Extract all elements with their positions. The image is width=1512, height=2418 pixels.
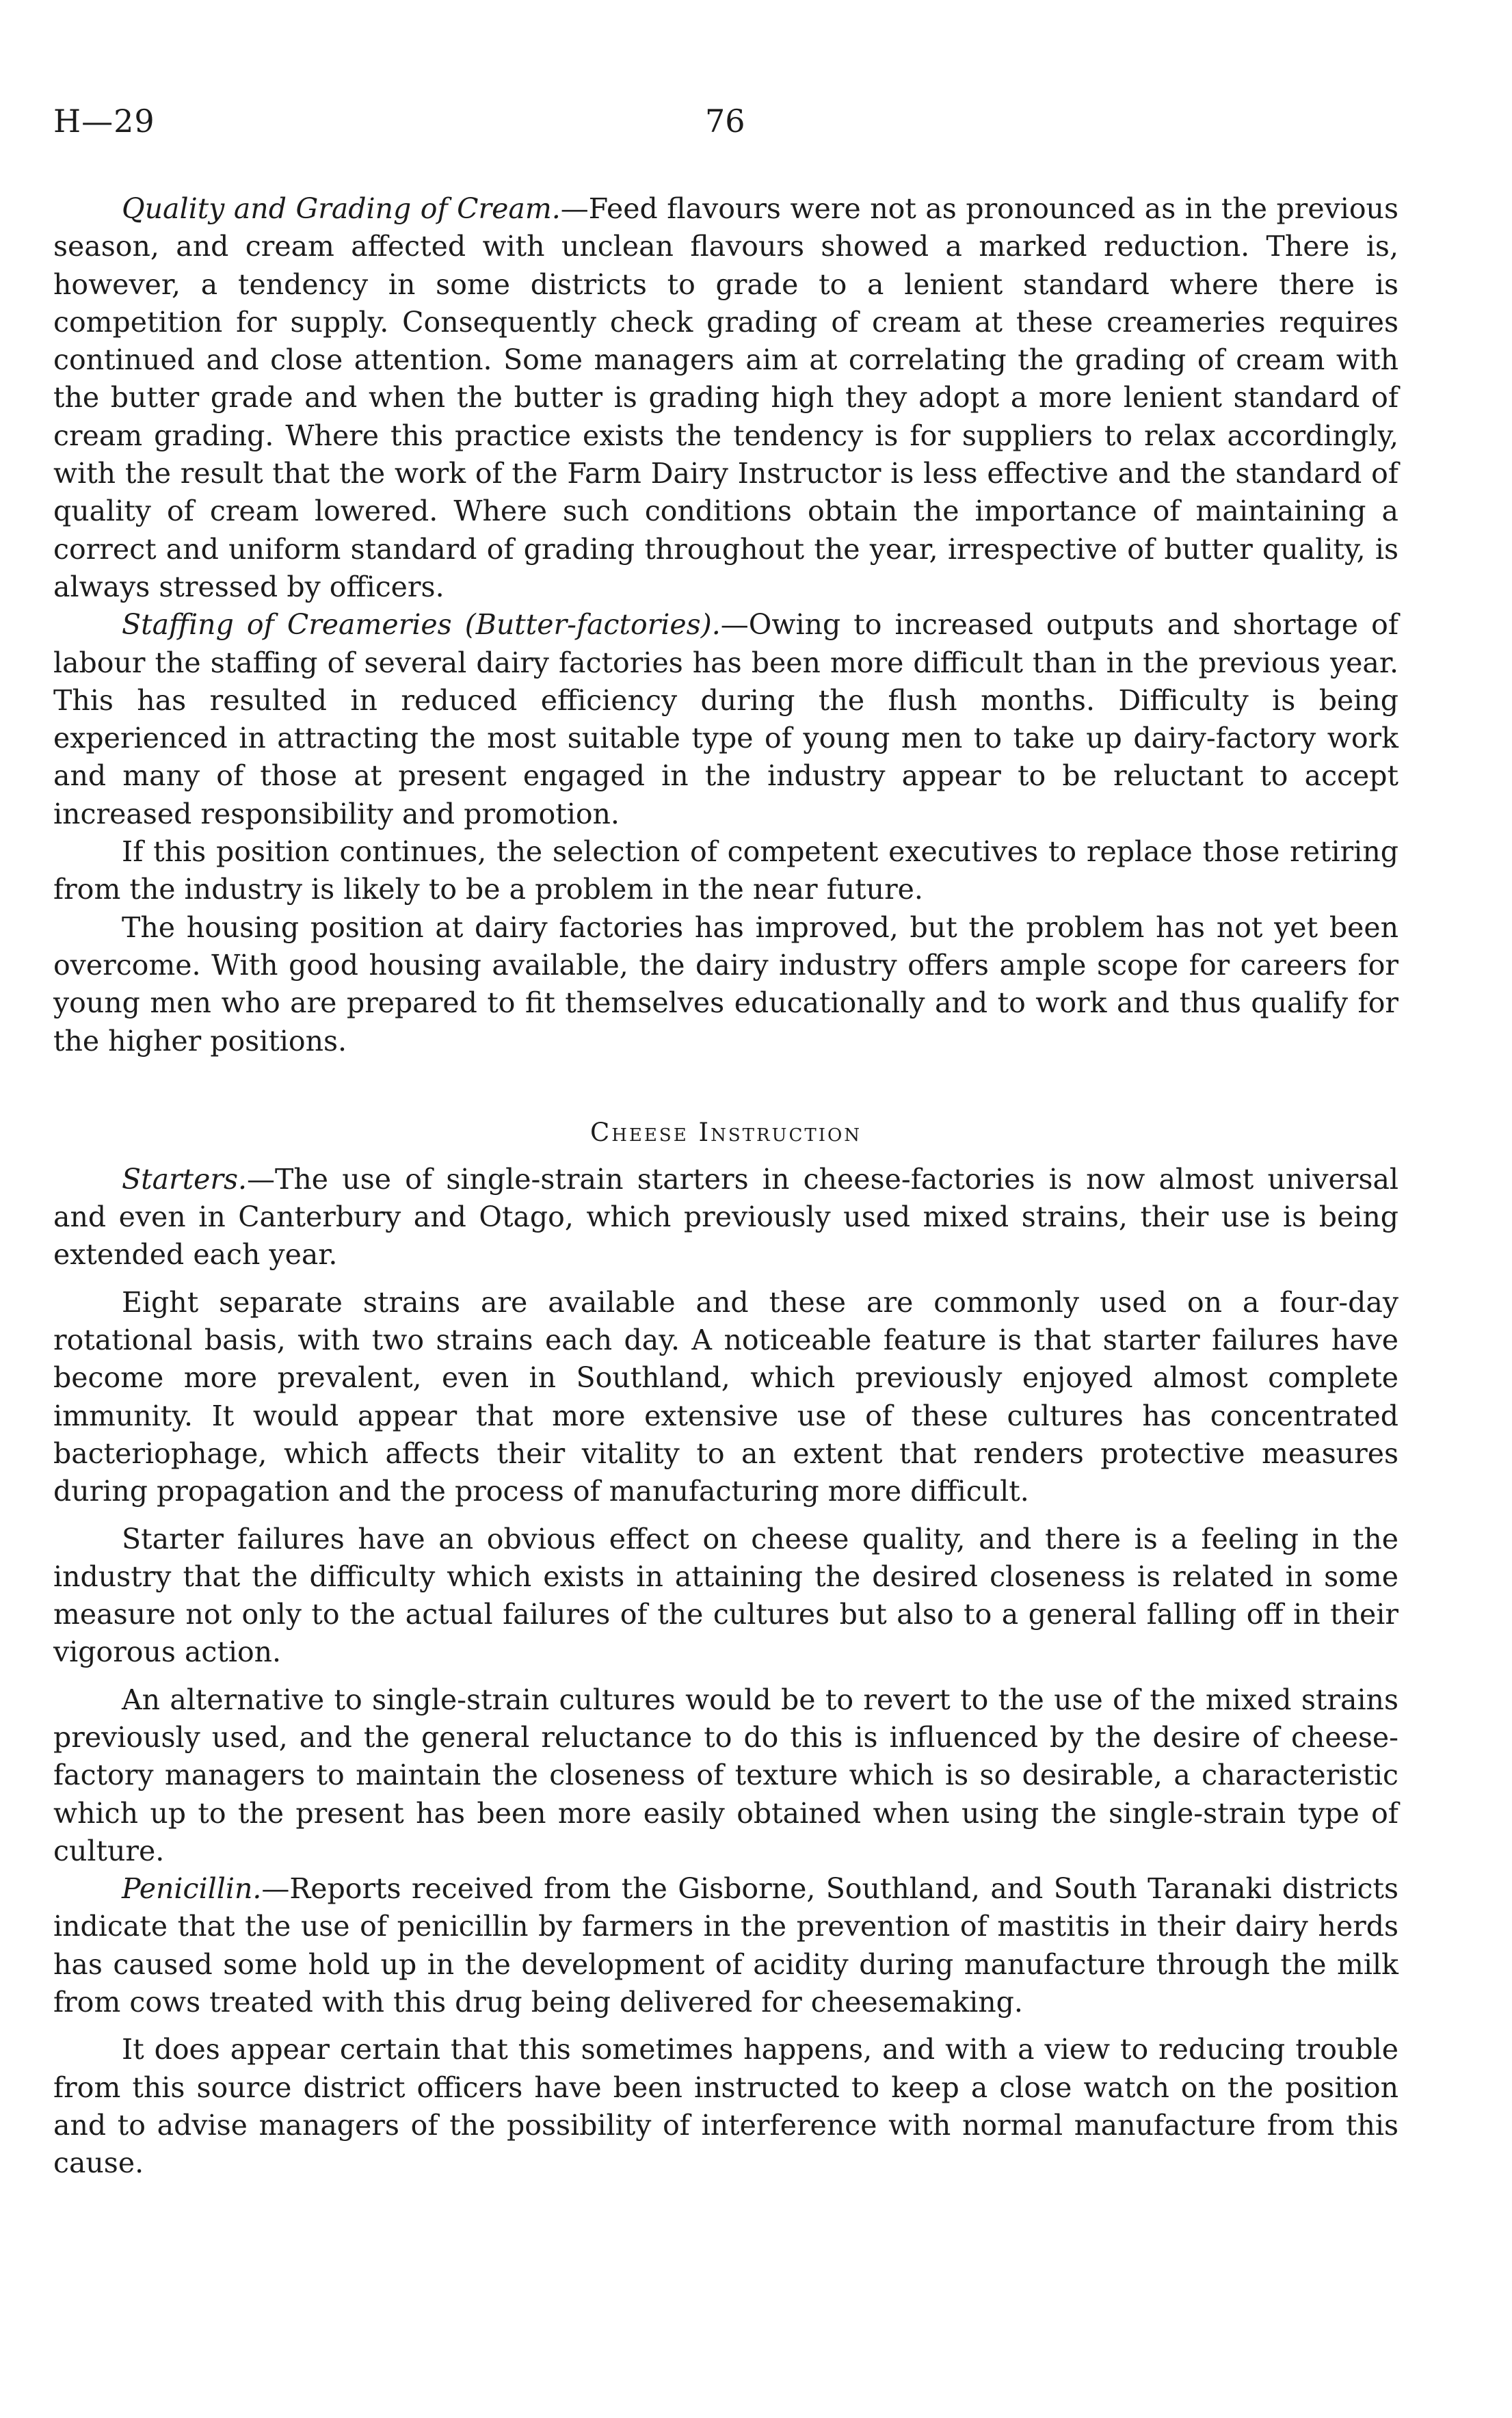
paragraph: [53, 1870, 1398, 2021]
paragraph: [53, 1284, 1398, 1511]
paragraph: [53, 1521, 1398, 1672]
paragraph: [53, 606, 1398, 833]
paragraph-lead: Staffing of Creameries (Butter-factories).: [122, 608, 721, 642]
paragraph-text: If this position continues, the selection of competent executives to replace those retiring from the industry is likely to be a problem in the near future.: [53, 835, 1398, 906]
document-code: H—29: [53, 103, 155, 140]
paragraph-text: It does appear certain that this sometimes happens, and with a view to reducing trouble from this source district officers have been instructed to keep a close watch on the position and to advise managers of the possibility of interference with normal manufacture from this cause.: [53, 2033, 1398, 2180]
page-number: 76: [705, 103, 745, 140]
paragraph: [53, 1161, 1398, 1274]
paragraph-text: Starter failures have an obvious effect on cheese quality, and there is a feeling in the industry that the difficulty which exists in attaining the desired closeness is related in some measure not only to the actual failures of the cultures but also to a general falling off in their vigorous action.: [53, 1522, 1398, 1669]
page-header: [53, 103, 1421, 150]
paragraph-text: An alternative to single-strain cultures would be to revert to the use of the mixed strains previously used, and the general reluctance to do this is influenced by the desire of cheese-factory managers to maintain the closeness of texture which is so desirable, a characteristic which up to the present has been more easily obtained when using the single-strain type of culture.: [53, 1683, 1398, 1867]
page-body: [53, 190, 1398, 2183]
paragraph: [53, 190, 1398, 606]
paragraph-lead: Starters.: [122, 1162, 248, 1196]
section-heading: Cheese Instruction: [589, 1117, 862, 1147]
paragraph-lead: Quality and Grading of Cream.: [122, 192, 561, 225]
paragraph-text: —Feed flavours were not as pronounced as in the previous season, and cream affected with unclean flavours showed a marked reduction. There is, however, a tendency in some districts to grade to a lenient standard where there is competition for supply. Consequently check grading of cream at these creameries requires continued and close attention. Some managers aim at correlating the grading of cream with the butter grade and when the butter is grading high they adopt a more lenient standard of cream grading. Where this practice exists the tendency is for suppliers to relax accordingly, with the result that the work of the Farm Dairy Instructor is less effective and the standard of quality of cream lowered. Where such conditions obtain the importance of maintaining a correct and uniform standard of grading throughout the year, irrespective of butter quality, is always stressed by officers.: [53, 192, 1398, 603]
paragraph-text: —The use of single-strain starters in cheese-factories is now almost universal and even in Canterbury and Otago, which previously used mixed strains, their use is being extended each year.: [53, 1162, 1398, 1272]
paragraph-text: —Owing to increased outputs and shortage of labour the staffing of several dairy factories has been more difficult than in the previous year. This has resulted in reduced efficiency during the flush months. Difficulty is being experienced in attracting the most suitable type of young men to take up dairy-factory work and many of those at present engaged in the industry appear to be reluctant to accept increased responsibility and promotion.: [53, 608, 1398, 830]
paragraph-text: Eight separate strains are available and these are commonly used on a four-day rotational basis, with two strains each day. A noticeable feature is that starter failures have become more prevalent, even in Southland, which previously enjoyed almost complete immunity. It would appear that more extensive use of these cultures has concentrated bacteriophage, which affects their vitality to an extent that renders protective measures during propagation and the process of manufacturing more difficult.: [53, 1285, 1398, 1508]
paragraph-text: —Reports received from the Gisborne, Southland, and South Taranaki districts indicate that the use of penicillin by farmers in the prevention of mastitis in their dairy herds has caused some hold up in the development of acidity during manufacture through the milk from cows treated with this drug being delivered for cheesemaking.: [53, 1872, 1398, 2019]
paragraph: [53, 833, 1398, 909]
paragraph-text: The housing position at dairy factories has improved, but the problem has not yet been overcome. With good housing available, the dairy industry offers ample scope for careers for young men who are prepared to fit themselves educationally and to work and thus qualify for the higher positions.: [53, 910, 1398, 1057]
paragraph: [53, 909, 1398, 1060]
paragraph: [53, 2031, 1398, 2182]
paragraph: [53, 1681, 1398, 1870]
paragraph-lead: Penicillin.: [122, 1872, 262, 1906]
